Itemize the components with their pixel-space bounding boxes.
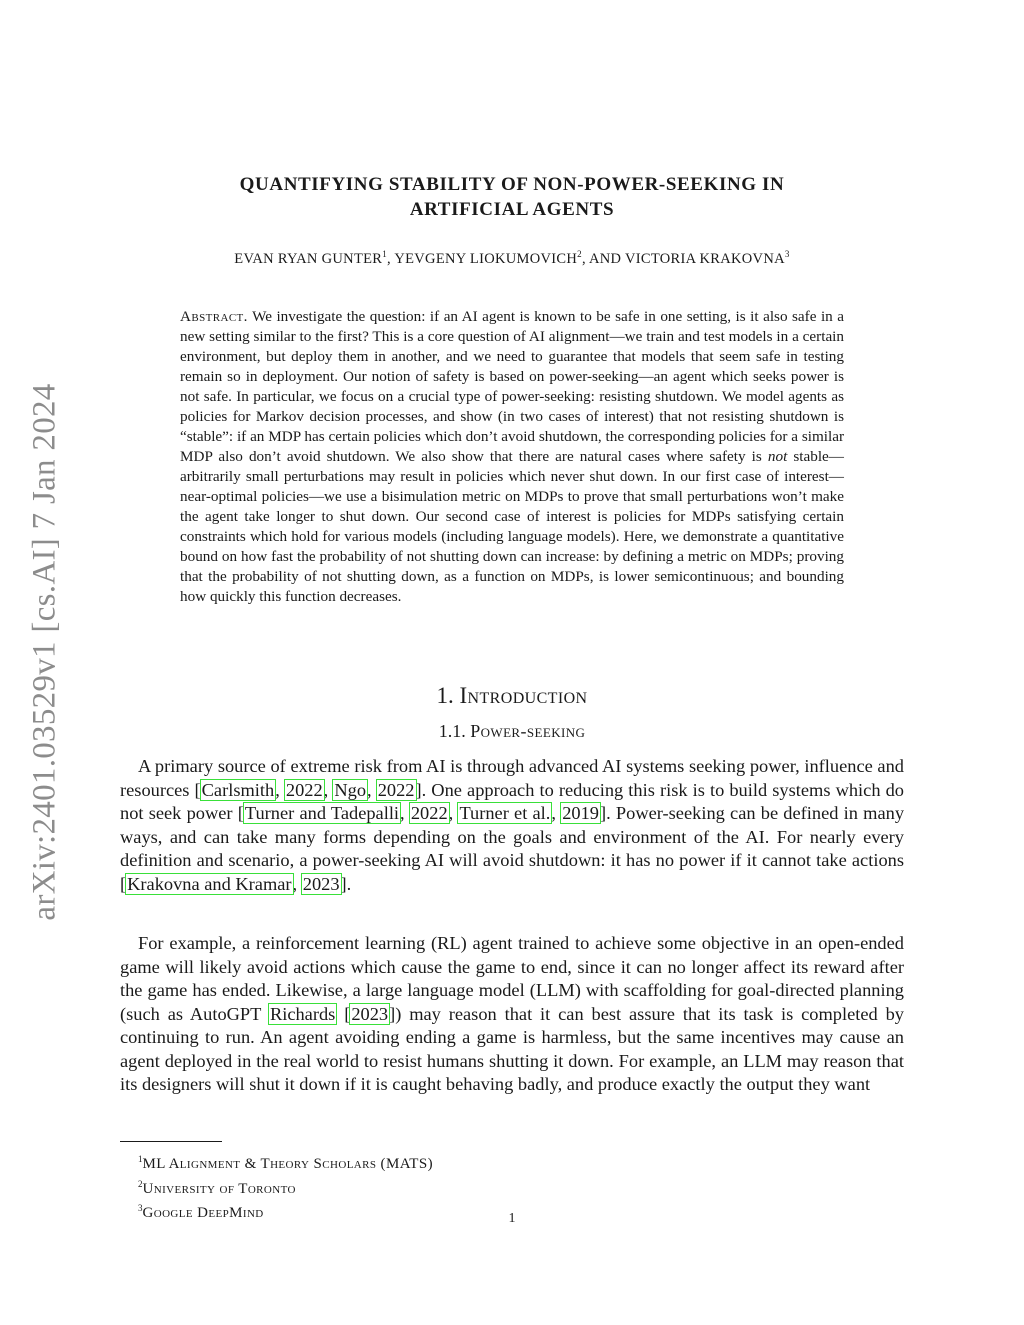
abstract-label: Abstract. — [180, 308, 248, 325]
author-name: EVAN RYAN GUNTER — [234, 250, 383, 267]
citation-link[interactable]: 2022 — [410, 803, 448, 823]
page-number: 1 — [508, 1211, 516, 1226]
footnote-mark: 1 — [138, 1154, 143, 1164]
footnote-text: Google DeepMind — [142, 1205, 264, 1221]
title-line-1: QUANTIFYING STABILITY OF NON-POWER-SEEKING IN — [239, 174, 785, 195]
footnote-text: University of Toronto — [142, 1180, 296, 1197]
footnote-item — [138, 1150, 433, 1175]
affiliation-mark: 1 — [382, 249, 388, 259]
subsection-title: Power-seeking — [470, 721, 586, 741]
author-list: EVAN RYAN GUNTER$^1$, YEVGENY LIOKUMOVICH$^2$, AND VICTORIA KRAKOVNA$^3$ — [234, 249, 790, 267]
intro-paragraph-2: For example, a reinforcement learning (RL) agent trained to achieve some objective in an open-ended game will likely avoid actions which cause the game to end, since it can no longer affect its reward after the game has ended. Likewise, a large language model (LLM) with scaffolding for goal-directed planning (such as AutoGPT Richards [2023]) may reason that it can best assure that its task is completed by continuing to run. An agent avoiding ending a game is harmless, but the same incentives may cause an agent deployed in the real world to resist humans shutting it down. For example, an LLM may reason that its designers will shut it down if it is caught behaving badly, and produce exactly the output they want — [120, 933, 904, 1094]
arxiv-identifier-stamp: arXiv:2401.03529v1 [cs.AI] 7 Jan 2024 — [26, 383, 63, 921]
abstract-text: stable—arbitrarily small perturbations may result in policies which never shut down. In our first case of interest—near-optimal policies—we use a bisimulation metric on MDPs to prove that small perturbations won’t make the agent take longer to shut down. Our second case of interest is policies for MDPs satisfying certain constraints which hold for various models (including language models). Here, we demonstrate a quantitative bound on how fast the probability of not shutting down can increase: by defining a metric on MDPs; proving that the probability of not shutting down, as a function on MDPs, is lower semicontinuous; and bounding how quickly this function decreases. — [180, 448, 844, 605]
author-name: YEVGENY LIOKUMOVICH — [394, 250, 578, 267]
affiliation-mark: 2 — [577, 249, 582, 259]
section-title: Introduction — [459, 683, 588, 708]
citation-link[interactable]: 2023 — [302, 873, 340, 894]
citation-link[interactable]: 2022 — [285, 779, 323, 800]
citation-link[interactable]: 2023 — [351, 1003, 389, 1024]
title-line-2: ARTIFICIAL AGENTS — [409, 199, 615, 220]
footnote-divider — [120, 1141, 222, 1142]
paper-title — [150, 172, 874, 222]
author-name: VICTORIA KRAKOVNA — [624, 250, 785, 267]
citation-link[interactable]: 2022 — [377, 779, 415, 800]
abstract-text: We investigate the question: if an AI agent is known to be safe in one setting, is it also safe in a new setting similar to the first? This is a core question of AI alignment—we train and test models in a certain environment, but deploy them in another, and we need to guarantee that models that seem safe in testing remain so in deployment. Our notion of safety is based on power-seeking—an agent which seeks power is not safe. In particular, we focus on a crucial type of power-seeking: resisting shutdown. We model agents as policies for Markov decision processes, and show (in two cases of interest) that not resisting shutdown is “stable”: if an MDP has certain policies which don’t avoid shutdown, the corresponding policies for a similar MDP also don’t avoid shutdown. We also show that there are natural cases where safety is — [180, 308, 844, 465]
intro-paragraph-1: A primary source of extreme risk from AI is through advanced AI systems seeking power, influence and resources [Carlsmith, 2022, Ngo, 2022]. One approach to reducing this risk is to build systems which do not seek power [Turner and Tadepalli, 2022, Turner et al., 2019]. Power-seeking can be defined in many ways, and can take many forms depending on the goals and environment of the AI. For nearly every definition and scenario, a power-seeking AI will avoid shutdown: it has no power if it cannot take actions [Krakovna and Kramar, 2023]. — [120, 756, 905, 894]
citation-link[interactable]: Turner and Tadepalli — [244, 803, 400, 823]
abstract — [180, 307, 844, 607]
citation-link[interactable]: Carlsmith — [201, 779, 275, 800]
citation-link[interactable]: Krakovna and Kramar — [127, 873, 292, 894]
citation-link[interactable]: Turner et al. — [459, 803, 551, 823]
citation-link[interactable]: Ngo — [334, 779, 367, 800]
subsection-heading: 1.1. Power-seeking — [438, 721, 586, 741]
section-heading: 1. Introduction — [436, 683, 588, 708]
citation-link[interactable]: Richards — [269, 1003, 336, 1024]
footnote-mark: 2 — [138, 1178, 143, 1189]
footnote-item — [138, 1175, 433, 1200]
footnote-text: ML Alignment & Theory Scholars (MATS) — [142, 1156, 433, 1172]
footnote-mark: 3 — [138, 1203, 143, 1213]
affiliation-mark: 3 — [784, 249, 790, 259]
citation-link[interactable]: 2019 — [562, 803, 599, 823]
abstract-emphasis: not — [767, 448, 788, 465]
